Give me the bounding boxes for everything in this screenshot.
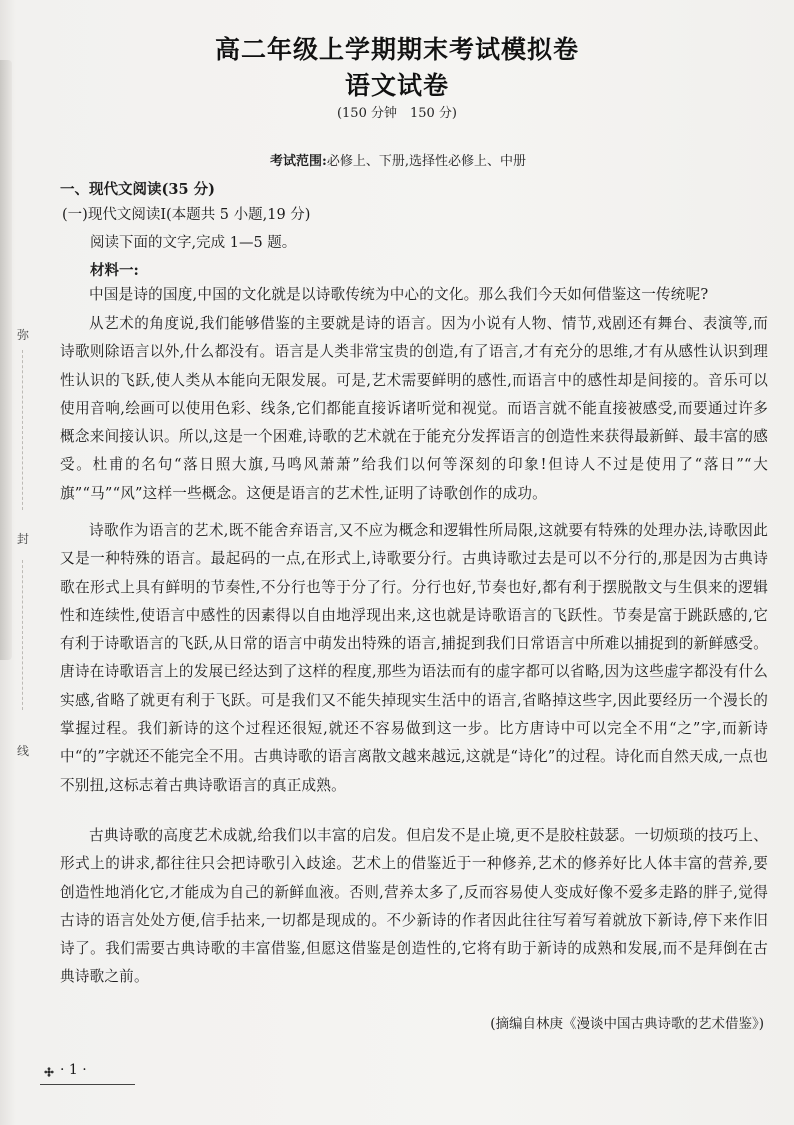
paragraph-2: 从艺术的角度说,我们能够借鉴的主要就是诗的语言。因为小说有人物、情节,戏剧还有舞台、表演等,而诗歌则除语言以外,什么都没有。语言是人类非常宝贵的创造,有了语言,才有充分的思维,才有从感性认识到理性认识的飞跃,使人类从本能向无限发展。可是,艺术需要鲜明的感性,而语言中的感性却是间接的。音乐可以使用音响,绘画可以使用色彩、线条,它们都能直接诉诸听觉和视觉。而语言就不能直接被感受,而要通过许多概念来间接认识。所以,这是一个困难,诗歌的艺术就在于能充分发挥语言的创造性来获得最新鲜、最丰富的感受。杜甫的名句“落日照大旗,马鸣风萧萧”给我们以何等深刻的印象!但诗人不过是使用了“落日”“大旗”“马”“风”这样一些概念。这便是语言的艺术性,证明了诗歌创作的成功。 <box>60 315 768 502</box>
instruction-text: 阅读下面的文字,完成 1—5 题。 <box>90 235 297 251</box>
binding-dashed-line <box>22 560 24 710</box>
section-heading: 一、现代文阅读(35 分) <box>60 181 215 198</box>
time-score-info: (150 分钟 150 分) <box>336 106 458 121</box>
scope-value: 必修上、下册,选择性必修上、中册 <box>326 154 526 169</box>
subsection-heading: (一)现代文阅读Ⅰ(本题共 5 小题,19 分) <box>62 207 311 223</box>
page-number: · 1 · <box>60 1062 87 1078</box>
source-citation: (摘编自林庚《漫谈中国古典诗歌的艺术借鉴》) <box>490 1016 764 1032</box>
binding-mark-seal2: 封 <box>16 532 29 546</box>
footer-rule <box>40 1084 135 1085</box>
paragraph-3: 诗歌作为语言的艺术,既不能舍弃语言,又不应为概念和逻辑性所局限,这就要有特殊的处理办法,诗歌因此又是一种特殊的语言。最起码的一点,在形式上,诗歌要分行。古典诗歌过去是可以不分行的,那是因为古典诗歌在形式上具有鲜明的节奏性,不分行也等于分了行。分行也好,节奏也好,都有利于摆脱散文与生俱来的逻辑性和连续性,使语言中感性的因素得以自由地浮现出来,这也就是诗歌语言的飞跃性。节奏是富于跳跃感的,它有利于诗歌语言的飞跃,从日常的语言中萌发出特殊的语言,捕捉到我们日常语言中所难以捕捉到的新鲜感受。唐诗在诗歌语言上的发展已经达到了这样的程度,那些为语法而有的虚字都可以省略,因为这些虚字都没有什么实感,省略了就更有利于飞跃。可是我们又不能失掉现实生活中的语言,省略掉这些字,因此要经历一个漫长的掌握过程。我们新诗的这个过程还很短,就还不容易做到这一步。比方唐诗中可以完全不用“之”字,而新诗中“的”字就还不能完全不用。古典诗歌的语言离散文越来越远,这就是“诗化”的过程。诗化而自然天成,一点也不别扭,这标志着古典诗歌语言的真正成熟。 <box>60 522 768 794</box>
binding-strip <box>0 60 12 660</box>
binding-mark-seal: 弥 <box>16 328 29 342</box>
exam-title: 高二年级上学期期末考试模拟卷 <box>214 35 579 64</box>
paragraph-1: 中国是诗的国度,中国的文化就是以诗歌传统为中心的文化。那么我们今天如何借鉴这一传统呢? <box>89 286 709 303</box>
scope-label: 考试范围: <box>270 154 327 169</box>
page-footer <box>44 1062 87 1078</box>
exam-subtitle: 语文试卷 <box>344 71 449 100</box>
flower-icon <box>44 1065 54 1075</box>
exam-scope <box>270 150 526 169</box>
material-label: 材料一: <box>90 262 139 279</box>
binding-mark-line: 线 <box>16 744 29 758</box>
paragraph-4: 古典诗歌的高度艺术成就,给我们以丰富的启发。但启发不是止境,更不是胶柱鼓瑟。一切烦琐的技巧上、形式上的讲求,都往往只会把诗歌引入歧途。艺术上的借鉴近于一种修养,艺术的修养好比人体丰富的营养,要创造性地消化它,才能成为自己的新鲜血液。否则,营养太多了,反而容易使人变成好像不爱多走路的胖子,觉得古诗的语言处处方便,信手拈来,一切都是现成的。不少新诗的作者因此往往写着写着就放下新诗,停下来作旧诗了。我们需要古典诗歌的丰富借鉴,但愿这借鉴是创造性的,它将有助于新诗的成熟和发展,而不是拜倒在古典诗歌之前。 <box>60 827 768 986</box>
binding-dashed-line <box>22 350 24 510</box>
